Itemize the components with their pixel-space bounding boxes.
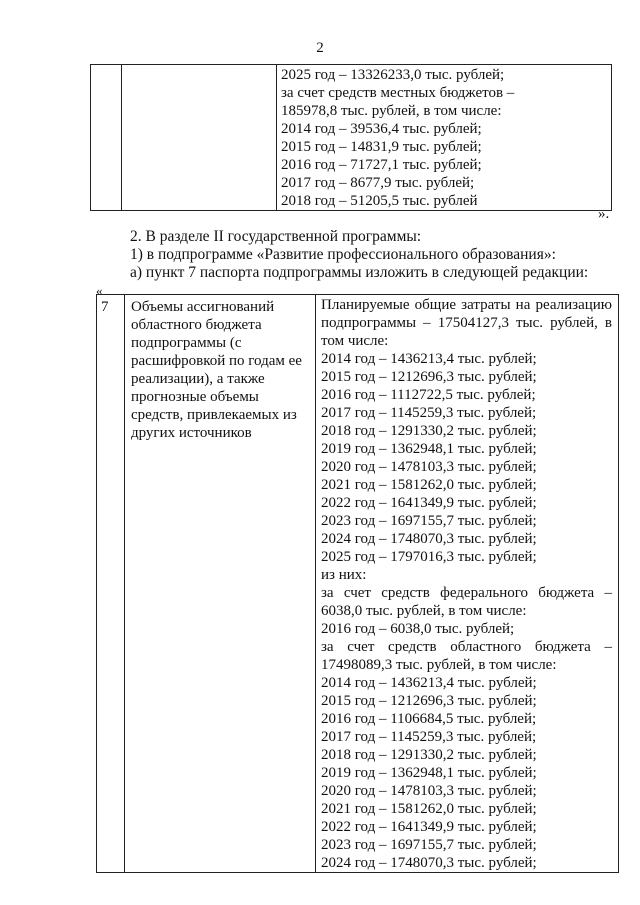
closing-quote: ».: [598, 206, 610, 222]
funding-line: 2022 год – 1641349,9 тыс. рублей;: [321, 495, 537, 511]
funding-table-continued: [90, 64, 612, 211]
funding-line: 2024 год – 1748070,3 тыс. рублей;: [321, 855, 537, 871]
paragraph-section-2: 2. В разделе II государственной программы:: [130, 228, 422, 245]
funding-line: 2024 год – 1748070,3 тыс. рублей;: [321, 531, 537, 547]
funding-line: 2014 год – 1436213,4 тыс. рублей;: [321, 675, 537, 691]
top-table-line: 2016 год – 71727,1 тыс. рублей;: [281, 157, 482, 173]
funding-line: 2016 год – 1106684,5 тыс. рублей;: [321, 711, 537, 727]
funding-line: 2017 год – 1145259,3 тыс. рублей;: [321, 405, 537, 421]
funding-line: 2016 год – 6038,0 тыс. рублей;: [321, 621, 515, 637]
opening-quote: «: [96, 283, 103, 298]
top-table-line: 2014 год – 39536,4 тыс. рублей;: [281, 121, 482, 137]
description-line: областного бюджета: [131, 317, 262, 333]
item-description-cell: [125, 295, 316, 873]
top-table-number-cell: [91, 65, 122, 211]
item-number-cell: 7: [97, 295, 125, 873]
funding-line: 2015 год – 1212696,3 тыс. рублей;: [321, 693, 537, 709]
description-line: средств, привлекаемых из: [131, 407, 297, 423]
funding-line: 2018 год – 1291330,2 тыс. рублей;: [321, 747, 537, 763]
top-table-line: за счет средств местных бюджетов –: [281, 85, 515, 101]
description-line: реализации), а также: [131, 371, 265, 387]
description-line: Объемы ассигнований: [131, 299, 275, 315]
funding-line: 2021 год – 1581262,0 тыс. рублей;: [321, 477, 537, 493]
funding-line: 2014 год – 1436213,4 тыс. рублей;: [321, 351, 537, 367]
page-number: 2: [316, 40, 324, 56]
funding-line: 2016 год – 1112722,5 тыс. рублей;: [321, 387, 536, 403]
funding-line: 6038,0 тыс. рублей, в том числе:: [321, 603, 527, 619]
funding-line: 2020 год – 1478103,3 тыс. рублей;: [321, 459, 537, 475]
top-table-line: 2017 год – 8677,9 тыс. рублей;: [281, 175, 475, 191]
top-table-description-cell: [122, 65, 277, 211]
paragraph-passport-item: а) пункт 7 паспорта подпрограммы изложить в следующей редакции:: [130, 264, 589, 281]
funding-line: за счет средств федерального бюджета –: [321, 585, 612, 601]
description-line: прогнозные объемы: [131, 389, 259, 405]
funding-line: 2023 год – 1697155,7 тыс. рублей;: [321, 513, 537, 529]
funding-line: 2020 год – 1478103,3 тыс. рублей;: [321, 783, 537, 799]
passport-table: [96, 294, 619, 873]
top-table-values-cell: [277, 65, 612, 211]
funding-line: 2021 год – 1581262,0 тыс. рублей;: [321, 801, 537, 817]
funding-line: 2019 год – 1362948,1 тыс. рублей;: [321, 765, 537, 781]
top-table-line: 2015 год – 14831,9 тыс. рублей;: [281, 139, 482, 155]
funding-values-cell: [316, 295, 619, 873]
funding-line: 17498089,3 тыс. рублей, в том числе:: [321, 657, 557, 673]
funding-line: за счет средств областного бюджета –: [321, 639, 612, 655]
funding-line: 2025 год – 1797016,3 тыс. рублей;: [321, 549, 537, 565]
funding-line: подпрограммы – 17504127,3 тыс. рублей, в: [321, 315, 612, 331]
funding-line: 2015 год – 1212696,3 тыс. рублей;: [321, 369, 537, 385]
description-line: расшифровкой по годам ее: [131, 353, 302, 369]
top-table-line: 2025 год – 13326233,0 тыс. рублей;: [281, 67, 505, 83]
funding-line: 2022 год – 1641349,9 тыс. рублей;: [321, 819, 537, 835]
funding-line: из них:: [321, 567, 367, 583]
description-line: подпрограммы (с: [131, 335, 242, 351]
description-line: других источников: [131, 425, 252, 441]
funding-line: 2023 год – 1697155,7 тыс. рублей;: [321, 837, 537, 853]
paragraph-subprogram: 1) в подпрограмме «Развитие профессионального образования»:: [130, 246, 556, 263]
top-table-line: 2018 год – 51205,5 тыс. рублей: [281, 193, 478, 209]
funding-line: Планируемые общие затраты на реализацию: [321, 297, 612, 313]
funding-line: том числе:: [321, 333, 389, 349]
funding-line: 2017 год – 1145259,3 тыс. рублей;: [321, 729, 537, 745]
funding-line: 2019 год – 1362948,1 тыс. рублей;: [321, 441, 537, 457]
top-table-line: 185978,8 тыс. рублей, в том числе:: [281, 103, 502, 119]
funding-line: 2018 год – 1291330,2 тыс. рублей;: [321, 423, 537, 439]
